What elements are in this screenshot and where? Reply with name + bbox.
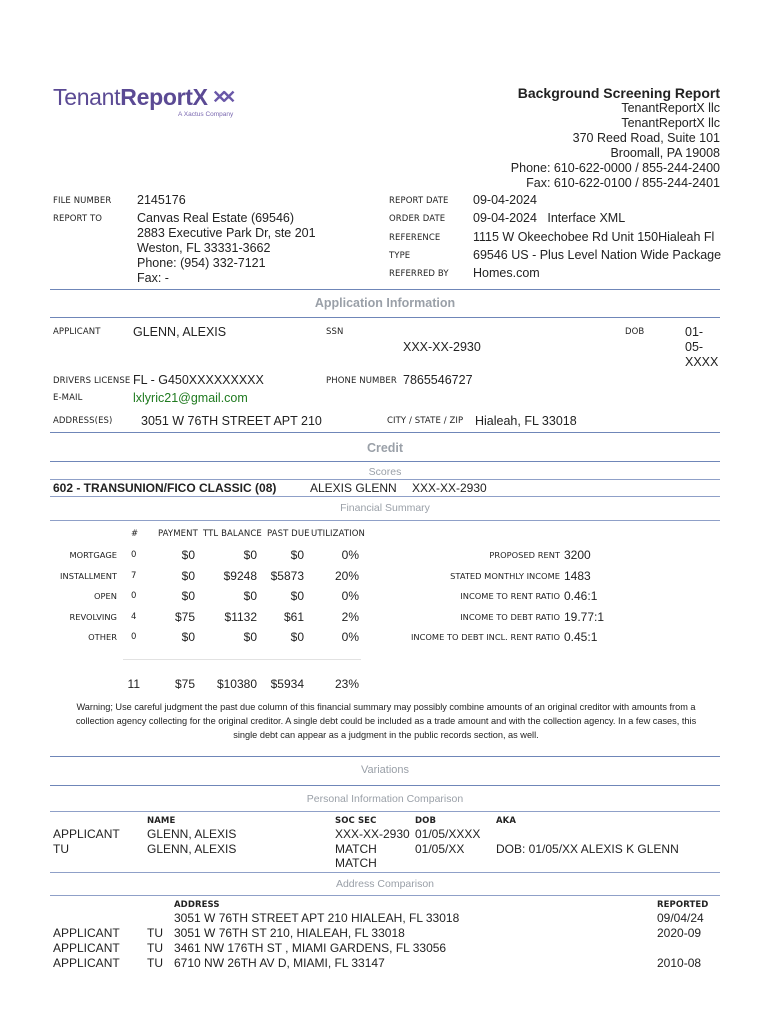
address-row-address: 6710 NW 26TH AV D, MIAMI, FL 33147	[174, 956, 385, 970]
address-row-bureau: TU	[147, 941, 163, 955]
row-pastdue: $0	[290, 630, 304, 644]
row-pastdue: $5873	[270, 569, 304, 583]
row-util: 0%	[341, 589, 359, 603]
phone-number: 7865546727	[403, 373, 473, 387]
address-row-source: APPLICANT	[53, 941, 120, 955]
report-to-line: Canvas Real Estate (69546)	[137, 211, 295, 225]
reported-header: REPORTED	[657, 900, 709, 910]
applicant-label: APPLICANT	[53, 327, 101, 337]
city-state-zip-label: CITY / STATE / ZIP	[387, 416, 464, 426]
warning-line: collection agency collecting for the original creditor. A single debt could be included as a trade amount and with the collection agency. In a few cases, this	[75, 716, 697, 726]
personal-name: GLENN, ALEXIS	[147, 827, 237, 841]
report-to-line: Phone: (954) 332-7121	[137, 256, 266, 270]
email-link[interactable]: lxlyric21@gmail.com	[133, 391, 248, 405]
address-header: ADDRESS	[174, 900, 220, 910]
address-row-address: 3051 W 76TH STREET APT 210 HIALEAH, FL 33018	[174, 911, 460, 925]
file-number-label: FILE NUMBER	[53, 196, 112, 206]
divider	[50, 289, 720, 290]
address-row-bureau: TU	[147, 926, 163, 940]
personal-socsec: XXX-XX-2930	[335, 827, 410, 841]
address-label: ADDRESS(ES)	[53, 416, 113, 426]
scores-title: Scores	[368, 466, 402, 478]
divider	[50, 895, 720, 896]
score-ssn: XXX-XX-2930	[412, 481, 487, 495]
personal-dob-header: DOB	[415, 816, 437, 826]
ssn-label: SSN	[326, 327, 344, 337]
reference: 1115 W Okeechobee Rd Unit 150Hialeah Fl	[473, 230, 715, 244]
personal-socsec-header: SOC SEC	[335, 816, 377, 826]
income-debt-rent-ratio: 0.45:1	[564, 630, 598, 644]
warning-line: Warning; Use careful judgment the past due column of this financial summary may possibly combine amounts of an original creditor with amounts from a	[76, 702, 696, 712]
order-date-label: ORDER DATE	[389, 214, 446, 224]
income-rent-ratio: 0.46:1	[564, 589, 598, 603]
row-payment: $0	[181, 589, 195, 603]
dob-label: DOB	[625, 327, 645, 337]
personal-dob: 01/05/XX	[415, 842, 465, 856]
city-state-zip: Hialeah, FL 33018	[475, 414, 577, 428]
personal-source: TU	[53, 842, 69, 856]
row-payment: $0	[181, 569, 195, 583]
address-row-address: 3051 W 76TH ST 210, HIALEAH, FL 33018	[174, 926, 405, 940]
report-to-line: Weston, FL 33331-3662	[137, 241, 271, 255]
row-util: 0%	[341, 548, 359, 562]
dob-line: 05-	[685, 340, 704, 354]
report-to-line: Fax: -	[137, 271, 169, 285]
personal-comparison-title: Personal Information Comparison	[306, 793, 464, 805]
row-count: 0	[131, 550, 137, 560]
order-date: 09-04-2024 Interface XML	[473, 211, 626, 225]
divider	[50, 520, 720, 521]
company-address: 370 Reed Road, Suite 101	[572, 131, 720, 145]
company-line: TenantReportX llc	[621, 116, 720, 130]
row-pastdue: $0	[290, 548, 304, 562]
report-to-label: REPORT TO	[53, 214, 103, 224]
address-row-source: APPLICANT	[53, 956, 120, 970]
financial-summary-title: Financial Summary	[340, 502, 430, 514]
company-phone: Phone: 610-622-0000 / 855-244-2400	[510, 161, 720, 175]
col-count-header: #	[131, 529, 139, 539]
total-count: 11	[127, 677, 140, 691]
score-name: ALEXIS GLENN	[310, 481, 397, 495]
application-section-title: Application Information	[314, 296, 456, 310]
totals-divider	[123, 659, 361, 660]
divider	[50, 479, 720, 480]
income-debt-ratio-label: INCOME TO DEBT RATIO	[460, 612, 560, 622]
ssn: XXX-XX-2930	[403, 340, 481, 354]
report-title: Background Screening Report	[517, 85, 720, 101]
address-row-source: APPLICANT	[53, 926, 120, 940]
address: 3051 W 76TH STREET APT 210	[141, 414, 322, 428]
divider	[50, 872, 720, 873]
row-payment: $75	[174, 610, 195, 624]
personal-socsec: MATCH	[335, 856, 377, 870]
col-pastdue-header: PAST DUE	[267, 529, 310, 539]
col-balance-header: TTL BALANCE	[203, 529, 262, 539]
variations-title: Variations	[360, 764, 410, 776]
referred-by-label: REFERRED BY	[389, 269, 449, 279]
total-util: 23%	[334, 677, 359, 691]
personal-aka: DOB: 01/05/XX ALEXIS K GLENN	[496, 842, 679, 856]
warning-text	[56, 700, 716, 742]
total-payment: $75	[174, 677, 195, 691]
reference-label: REFERENCE	[389, 233, 441, 243]
address-row-reported: 2010-08	[657, 956, 702, 970]
income-debt-rent-ratio-label: INCOME TO DEBT INCL. RENT RATIO	[410, 632, 560, 642]
total-pastdue: $5934	[270, 677, 304, 691]
personal-name: GLENN, ALEXIS	[147, 842, 237, 856]
file-number: 2145176	[137, 193, 186, 207]
applicant-name: GLENN, ALEXIS	[133, 325, 227, 339]
row-count: 7	[131, 571, 137, 581]
row-balance: $0	[243, 589, 257, 603]
personal-source: APPLICANT	[53, 827, 120, 841]
divider	[50, 317, 720, 318]
divider	[50, 496, 720, 497]
phone-label: PHONE NUMBER	[326, 376, 397, 386]
personal-aka-header: AKA	[496, 816, 517, 826]
divider	[50, 811, 720, 812]
stated-income: 1483	[564, 569, 591, 583]
referred-by: Homes.com	[473, 266, 540, 280]
company-line: TenantReportX llc	[621, 101, 720, 115]
total-balance: $10380	[216, 677, 257, 691]
divider	[50, 461, 720, 462]
proposed-rent-label: PROPOSED RENT	[489, 550, 560, 560]
income-debt-ratio: 19.77:1	[564, 610, 605, 624]
col-util-header: UTILIZATION	[311, 529, 365, 539]
address-row-reported: 2020-09	[657, 926, 702, 940]
row-count: 0	[131, 632, 137, 642]
row-payment: $0	[181, 548, 195, 562]
row-count: 0	[131, 591, 137, 601]
personal-socsec: MATCH	[335, 842, 377, 856]
report-date: 09-04-2024	[473, 193, 537, 207]
report-to-line: 2883 Executive Park Dr, ste 201	[137, 226, 316, 240]
drivers-license-label: DRIVERS LICENSE	[53, 376, 131, 386]
address-comparison-title: Address Comparison	[335, 878, 435, 890]
warning-line: single debt can appear as a judgment in the public records section, as well.	[233, 730, 539, 740]
row-label: REVOLVING	[69, 612, 117, 622]
dob-line: 01-	[685, 325, 704, 339]
row-payment: $0	[181, 630, 195, 644]
row-balance: $0	[243, 548, 257, 562]
score-line: 602 - TRANSUNION/FICO CLASSIC (08)	[53, 481, 277, 495]
logo	[53, 84, 230, 111]
logo-tagline: A Xactus Company	[178, 111, 234, 118]
row-util: 20%	[334, 569, 359, 583]
type-label: TYPE	[389, 251, 411, 261]
credit-section-title: Credit	[366, 441, 404, 455]
address-row-bureau: TU	[147, 956, 163, 970]
row-label: INSTALLMENT	[60, 571, 117, 581]
row-label: OTHER	[88, 632, 117, 642]
company-city: Broomall, PA 19008	[610, 146, 720, 160]
email-label: E-MAIL	[53, 393, 83, 403]
row-pastdue: $0	[290, 589, 304, 603]
address-row-reported: 09/04/24	[657, 911, 704, 925]
report-date-label: REPORT DATE	[389, 196, 449, 206]
proposed-rent: 3200	[564, 548, 591, 562]
logo-x-mark-icon: ✕✕	[212, 87, 231, 107]
divider	[50, 432, 720, 433]
row-count: 4	[131, 612, 137, 622]
row-balance: $1132	[224, 610, 257, 624]
row-pastdue: $61	[283, 610, 304, 624]
row-balance: $0	[243, 630, 257, 644]
address-row-address: 3461 NW 176TH ST , MIAMI GARDENS, FL 33056	[174, 941, 447, 955]
income-rent-ratio-label: INCOME TO RENT RATIO	[460, 591, 560, 601]
divider	[50, 756, 720, 757]
drivers-license: FL - G450XXXXXXXXX	[133, 373, 264, 387]
row-label: OPEN	[94, 591, 117, 601]
divider	[50, 785, 720, 786]
personal-dob: 01/05/XXXX	[415, 827, 481, 841]
personal-name-header: NAME	[147, 816, 176, 826]
col-payment-header: PAYMENT	[158, 529, 198, 539]
stated-income-label: STATED MONTHLY INCOME	[450, 571, 560, 581]
type: 69546 US - Plus Level Nation Wide Package	[473, 248, 722, 262]
row-util: 2%	[341, 610, 359, 624]
logo-text: TenantReportX	[53, 84, 208, 110]
company-fax: Fax: 610-622-0100 / 855-244-2401	[526, 176, 720, 190]
row-label: MORTGAGE	[69, 550, 117, 560]
row-balance: $9248	[223, 569, 257, 583]
row-util: 0%	[341, 630, 359, 644]
dob-line: XXXX	[685, 355, 719, 369]
